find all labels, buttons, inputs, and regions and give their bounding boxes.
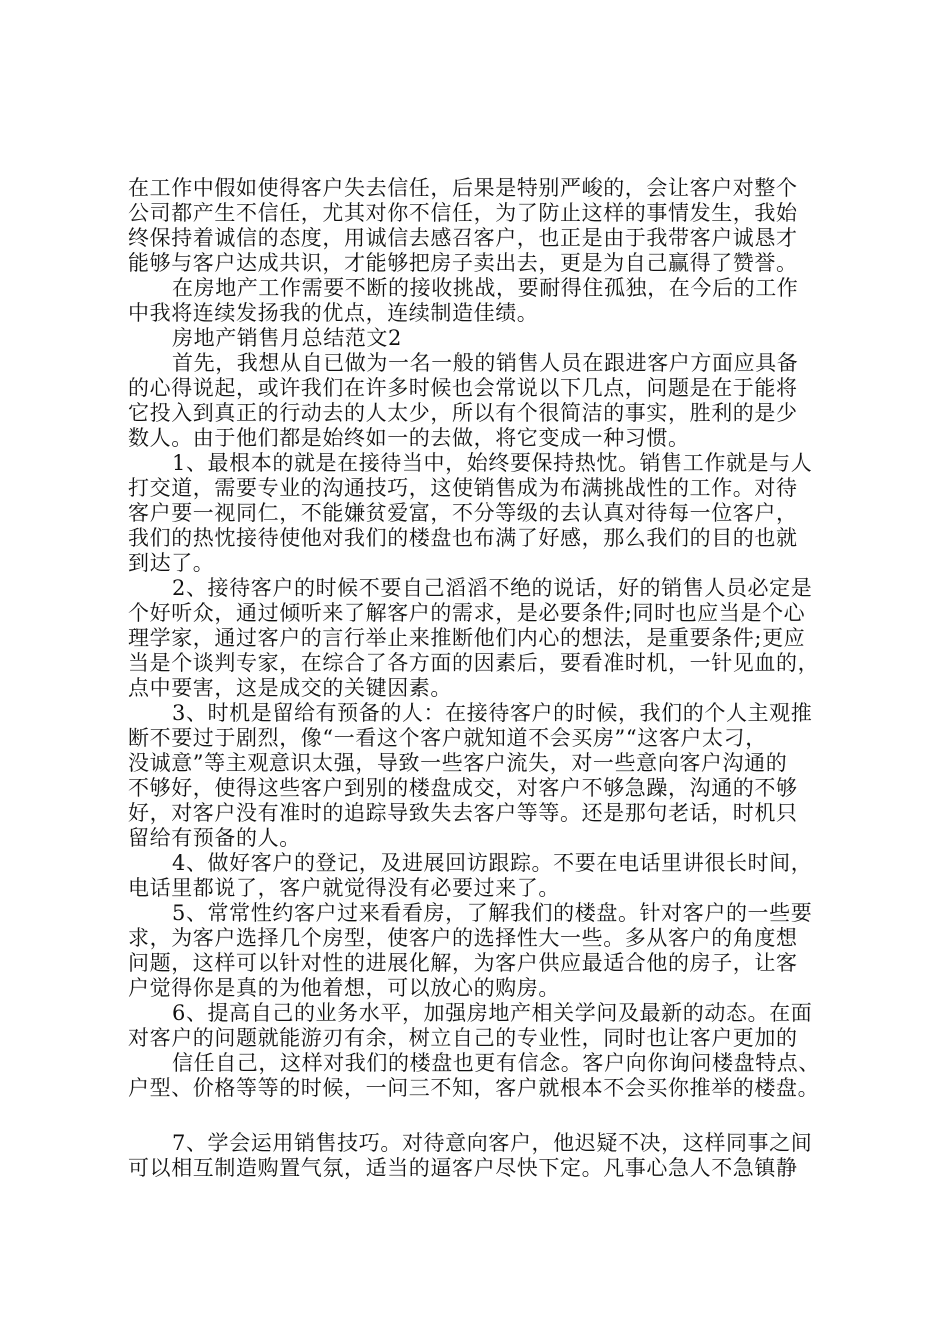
text-line: 的心得说起，或许我们在许多时候也会常说以下几点，问题是在于能将: [128, 376, 798, 400]
text-line: 6、提高自己的业务水平，加强房地产相关学问及最新的动态。在面: [172, 1001, 813, 1025]
text-line: 留给有预备的人。: [128, 826, 301, 850]
text-line: 3、时机是留给有预备的人：在接待客户的时候，我们的个人主观推: [172, 701, 813, 725]
text-line: 信任自己，这样对我们的楼盘也更有信念。客户向你询问楼盘特点、: [172, 1051, 820, 1075]
text-line: 能够与客户达成共识，才能够把房子卖出去，更是为自己赢得了赞誉。: [128, 251, 798, 275]
text-line: 点中要害，这是成交的关键因素。: [128, 676, 452, 700]
text-line: 数人。由于他们都是始终如一的去做，将它变成一种习惯。: [128, 426, 690, 450]
text-line: 它投入到真正的行动去的人太少，所以有个很简洁的事实，胜利的是少: [128, 401, 798, 425]
document-body: [128, 176, 828, 1181]
text-line: 我们的热忱接待使他对我们的楼盘也布满了好感，那么我们的目的也就: [128, 526, 798, 550]
text-line: 中我将连续发扬我的优点，连续制造佳绩。: [128, 301, 539, 325]
text-line: 终保持着诚信的态度，用诚信去感召客户，也正是由于我带客户诚恳才: [128, 226, 798, 250]
text-line: 首先，我想从自已做为一名一般的销售人员在跟进客户方面应具备: [172, 351, 799, 375]
text-line: 4、做好客户的登记，及进展回访跟踪。不要在电话里讲很长时间，: [172, 851, 813, 875]
text-line: 户觉得你是真的为他着想，可以放心的购房。: [128, 976, 560, 1000]
text-line: 可以相互制造购置气氛，适当的逼客户尽快下定。凡事心急人不急镇静: [128, 1156, 798, 1180]
text-line: 电话里都说了，客户就觉得没有必要过来了。: [128, 876, 560, 900]
text-line: 到达了。: [128, 551, 215, 575]
text-line: 对客户的问题就能游刃有余，树立自己的专业性，同时也让客户更加的: [128, 1026, 798, 1050]
text-line: 理学家，通过客户的言行举止来推断他们内心的想法，是重要条件;更应: [128, 626, 806, 650]
text-line: 打交道，需要专业的沟通技巧，这使销售成为布满挑战性的工作。对待: [128, 476, 798, 500]
text-line: 断不要过于剧烈，像“一看这个客户就知道不会买房”“这客户太刁，: [128, 726, 767, 750]
text-line: 求，为客户选择几个房型，使客户的选择性大一些。多从客户的角度想: [128, 926, 798, 950]
text-line: 好，对客户没有准时的追踪导致失去客户等等。还是那句老话，时机只: [128, 801, 798, 825]
text-line: 7、学会运用销售技巧。对待意向客户，他迟疑不决，这样同事之间: [172, 1131, 813, 1155]
text-line: 1、最根本的就是在接待当中，始终要保持热忱。销售工作就是与人: [172, 451, 813, 475]
text-line: 在工作中假如使得客户失去信任，后果是特别严峻的，会让客户对整个: [128, 176, 798, 200]
text-line: 公司都产生不信任，尤其对你不信任，为了防止这样的事情发生，我始: [128, 201, 798, 225]
text-line: 问题，这样可以针对性的进展化解，为客户供应最适合他的房子，让客: [128, 951, 798, 975]
text-line: 客户要一视同仁，不能嫌贫爱富，不分等级的去认真对待每一位客户，: [128, 501, 798, 525]
text-line: 房地产销售月总结范文2: [172, 326, 402, 350]
text-line: 没诚意”等主观意识太强，导致一些客户流失，对一些意向客户沟通的: [128, 751, 788, 775]
text-line: 在房地产工作需要不断的接收挑战，要耐得住孤独，在今后的工作: [172, 276, 799, 300]
text-line: 当是个谈判专家，在综合了各方面的因素后，要看准时机，一针见血的，: [128, 651, 820, 675]
text-line: 户型、价格等等的时候，一问三不知，客户就根本不会买你推举的楼盘。: [128, 1076, 820, 1100]
text-line: 5、常常性约客户过来看看房，了解我们的楼盘。针对客户的一些要: [172, 901, 813, 925]
text-line: 个好听众，通过倾听来了解客户的需求，是必要条件;同时也应当是个心: [128, 601, 806, 625]
text-line: 2、接待客户的时候不要自己滔滔不绝的说话，好的销售人员必定是: [172, 576, 813, 600]
text-line: 不够好，使得这些客户到别的楼盘成交，对客户不够急躁，沟通的不够: [128, 776, 798, 800]
paragraph-gap: [128, 1101, 828, 1131]
